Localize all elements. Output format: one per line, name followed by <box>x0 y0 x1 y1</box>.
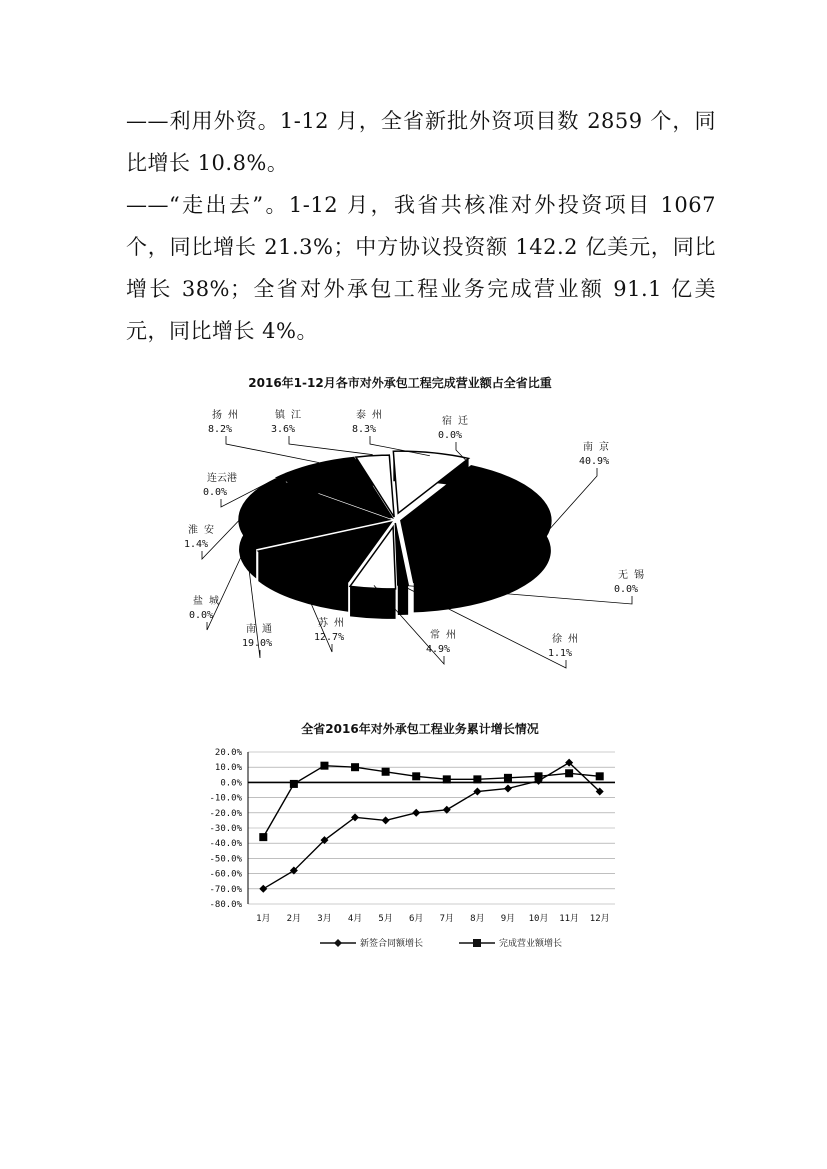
x-tick-label: 3月 <box>317 914 332 924</box>
pie-slice-label: 8.3% <box>352 424 377 435</box>
pie-slice-name: 盐 城 <box>193 596 220 607</box>
pie-slice-name: 连云港 <box>207 473 237 484</box>
pie-slice-name: 宿 迁 <box>442 416 469 427</box>
y-tick-label: -50.0% <box>209 854 242 865</box>
pie-slice-name: 苏 州 <box>318 618 345 629</box>
pie-slice-name: 无 锡 <box>618 570 645 581</box>
data-point <box>412 772 420 780</box>
pie-chart <box>0 390 827 690</box>
pie-slice-label: 12.7% <box>314 632 345 643</box>
data-point <box>259 885 267 893</box>
pie-slice-name: 徐 州 <box>552 634 579 645</box>
legend-item-revenue <box>459 936 562 949</box>
text-block <box>126 100 716 352</box>
pie-slice-name: 镇 江 <box>275 410 302 421</box>
pie-slice-label: 0.0% <box>203 487 228 498</box>
pie-slice-name: 扬 州 <box>212 410 239 421</box>
data-point <box>535 772 543 780</box>
y-tick-label: 10.0% <box>214 763 242 774</box>
x-tick-label: 11月 <box>559 914 580 924</box>
legend-label: 完成营业额增长 <box>499 939 563 949</box>
pie-slice-label: 40.9% <box>579 456 610 467</box>
pie-slice-name: 常 州 <box>430 630 457 641</box>
line-chart-title: 全省2016年对外承包工程业务累计增长情况 <box>301 722 539 736</box>
x-tick-label: 2月 <box>286 914 302 924</box>
data-point <box>473 788 481 796</box>
pie-slice-label: 8.2% <box>208 424 233 435</box>
x-tick-label: 5月 <box>378 914 393 924</box>
paragraph-going-global: ——“走出去”。1-12 月，我省共核准对外投资项目 1067 个，同比增长 21.3%；中方协议投资额 142.2 亿美元，同比增长 38%；全省对外承包工程业务完成营业额 91.1 亿美元，同比增长 4%。 <box>126 193 716 343</box>
pie-slice-label: 4.9% <box>426 644 451 655</box>
data-point <box>382 768 390 776</box>
pie-slice-name: 南 京 <box>583 442 610 453</box>
data-point <box>596 772 604 780</box>
x-tick-label: 1月 <box>256 914 271 924</box>
data-point <box>473 775 481 783</box>
data-point <box>565 769 573 777</box>
pie-slice-label: 0.0% <box>614 584 639 595</box>
data-point <box>259 833 267 841</box>
y-tick-label: -20.0% <box>209 808 242 819</box>
y-tick-label: 0.0% <box>220 778 242 789</box>
line-chart-legend <box>320 936 562 949</box>
pie-chart-title: 2016年1-12月各市对外承包工程完成营业额占全省比重 <box>248 376 552 390</box>
legend-label: 新签合同额增长 <box>360 939 424 949</box>
y-tick-label: 20.0% <box>214 748 242 758</box>
data-point <box>412 809 420 817</box>
pie-slice-side <box>398 585 408 615</box>
y-tick-label: -80.0% <box>209 900 242 910</box>
pie-slice-label: 1.1% <box>548 648 573 659</box>
data-point <box>290 780 298 788</box>
paragraph-foreign-investment: ——利用外资。1-12 月，全省新批外资项目数 2859 个，同比增长 10.8%。 <box>126 109 716 175</box>
series-line <box>263 763 599 889</box>
pie-leader-line <box>289 436 373 455</box>
line-chart <box>0 738 827 938</box>
pie-slice-side <box>350 586 396 619</box>
data-point <box>504 774 512 782</box>
y-tick-label: -70.0% <box>209 884 242 895</box>
x-tick-label: 12月 <box>589 914 610 924</box>
y-tick-label: -30.0% <box>209 824 242 834</box>
pie-leader-line <box>226 436 319 463</box>
x-tick-label: 7月 <box>439 914 455 924</box>
legend-item-new-contracts <box>320 936 423 949</box>
x-tick-label: 8月 <box>470 914 485 924</box>
pie-slice-label: 3.6% <box>271 424 296 435</box>
pie-slice-label: 0.0% <box>189 610 214 621</box>
pie-slice-name: 南 通 <box>246 624 273 635</box>
series-line <box>263 766 599 837</box>
x-tick-label: 9月 <box>500 914 516 924</box>
pie-leader-line <box>546 468 597 533</box>
pie-slice-label: 1.4% <box>184 539 209 550</box>
data-point <box>382 816 390 824</box>
y-tick-label: -60.0% <box>209 869 242 880</box>
data-point <box>320 762 328 770</box>
data-point <box>504 784 512 792</box>
y-tick-label: -10.0% <box>209 793 242 804</box>
pie-slice-name: 泰 州 <box>356 410 383 421</box>
x-tick-label: 6月 <box>408 914 424 924</box>
data-point <box>443 775 451 783</box>
square-marker-icon <box>459 938 495 948</box>
pie-slice-label: 19.0% <box>242 638 273 649</box>
data-point <box>351 763 359 771</box>
pie-slice-label: 0.0% <box>438 430 463 441</box>
y-tick-label: -40.0% <box>209 839 242 850</box>
x-tick-label: 10月 <box>528 914 549 924</box>
x-tick-label: 4月 <box>347 914 363 924</box>
diamond-marker-icon <box>320 938 356 948</box>
pie-slice-name: 淮 安 <box>188 525 215 536</box>
